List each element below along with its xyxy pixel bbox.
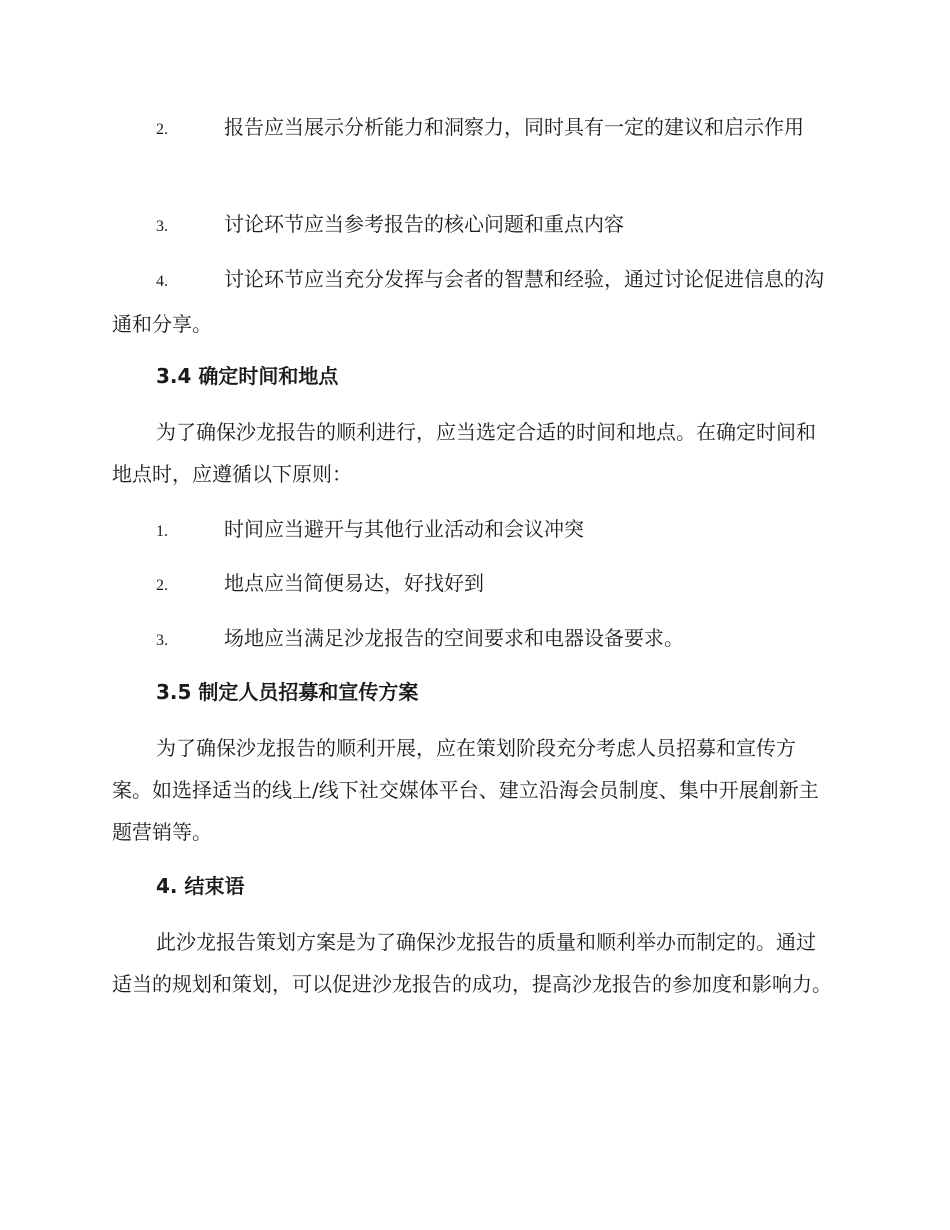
list-item — [112, 258, 834, 345]
list-text: 地点应当简便易达，好找好到 — [224, 571, 484, 595]
list-number: 2. — [156, 121, 168, 138]
list-item — [112, 508, 834, 553]
list-number: 1. — [156, 523, 168, 540]
section-heading: 3.4 确定时间和地点 — [156, 364, 339, 388]
paragraph: 此沙龙报告策划方案是为了确保沙龙报告的质量和顺利举办而制定的。通过适当的规划和策划，可以促进沙龙报告的成功，提高沙龙报告的参加度和影响力。 — [112, 930, 832, 996]
paragraph: 为了确保沙龙报告的顺利进行，应当选定合适的时间和地点。在确定时间和地点时，应遵循以下原则： — [112, 420, 816, 486]
section-heading: 4. 结束语 — [156, 874, 245, 898]
list-item — [112, 562, 834, 607]
section-heading: 3.5 制定人员招募和宣传方案 — [156, 680, 419, 704]
list-item — [112, 203, 834, 248]
list-number: 3. — [156, 632, 168, 649]
list-item — [112, 106, 834, 151]
list-text: 时间应当避开与其他行业活动和会议冲突 — [224, 517, 584, 541]
list-number: 3. — [156, 218, 168, 235]
list-text: 报告应当展示分析能力和洞察力，同时具有一定的建议和启示作用 — [224, 115, 804, 139]
list-text: 讨论环节应当充分发挥与会者的智慧和经验，通过讨论促进信息的沟通和分享。 — [112, 267, 824, 336]
list-number: 2. — [156, 577, 168, 594]
list-text: 讨论环节应当参考报告的核心问题和重点内容 — [224, 212, 624, 236]
list-text: 场地应当满足沙龙报告的空间要求和电器设备要求。 — [224, 626, 684, 650]
list-number: 4. — [156, 273, 168, 290]
list-item — [112, 617, 834, 662]
paragraph: 为了确保沙龙报告的顺利开展，应在策划阶段充分考虑人员招募和宣传方案。如选择适当的线上/线下社交媒体平台、建立沿海会员制度、集中开展創新主题营销等。 — [112, 736, 819, 844]
